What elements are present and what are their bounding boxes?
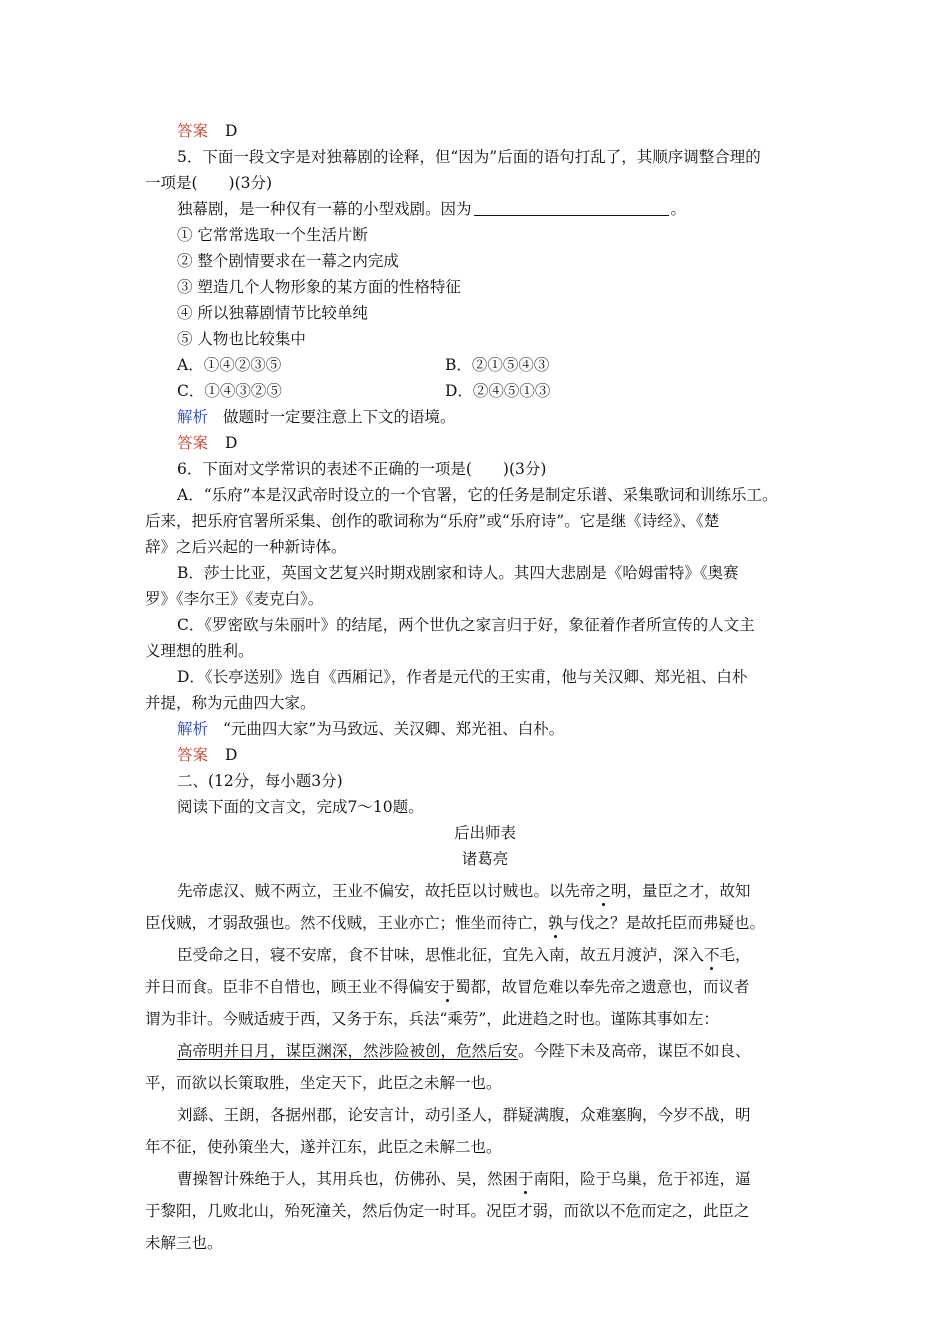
q5-passage-post: 。: [670, 200, 687, 218]
q5-options-row1: [145, 352, 825, 378]
analysis-text: 做题时一定要注意上下文的语境。: [222, 408, 456, 426]
section2-header: 二、(12分，每小题3分): [177, 772, 343, 790]
text-run: 。今陛下未及高帝，谋臣不如良、: [518, 1042, 751, 1060]
q5-options-row2: [145, 378, 825, 404]
emphasis-dot-char: 于: [439, 978, 456, 996]
text-run: 曹操智计殊绝于人，其用兵也，仿佛孙、吴，然困: [177, 1170, 519, 1188]
q4-answer: [145, 118, 825, 144]
q5-option-b: B．②①⑤④③: [445, 356, 550, 374]
document-page: [145, 118, 825, 1256]
analysis-label: 解析: [177, 720, 209, 738]
q6-c-line2: 义理想的胜利。: [145, 642, 254, 660]
text-run: 先帝虑汉、贼不两立，王业不偏安，故托臣以讨贼也。以先帝: [177, 882, 596, 900]
answer-value: D: [224, 434, 238, 452]
p1-line1: [145, 878, 825, 904]
essay-author: 诸葛亮: [461, 850, 509, 868]
q5-item-2: ② 整个剧情要求在一幕之内完成: [177, 252, 399, 270]
p2-line2: [145, 974, 825, 1000]
q6-a-line2: 后来，把乐府官署所采集、创作的歌词称为“乐府”或“乐府诗”。它是继《诗经》、《楚: [145, 512, 720, 530]
q5-option-a: A．①④②③⑤: [177, 356, 282, 374]
q5-stem-line1: 5．下面一段文字是对独幕剧的诠释，但“因为”后面的语句打乱了，其顺序调整合理的: [177, 148, 761, 166]
q5-option-c: C．①④③②⑤: [177, 382, 282, 400]
underlined-sentence: 高帝明并日月，谋臣渊深，然涉险被创，危然后安: [177, 1042, 519, 1060]
p3-line2: 平，而欲以长策取胜，坐定天下，此臣之未解一也。: [145, 1074, 502, 1092]
text-run: 南阳，险于乌巢，危于祁连，逼: [533, 1170, 751, 1188]
emphasis-dot-char: 于: [518, 1170, 534, 1188]
section2-instruction: 阅读下面的文言文，完成7～10题。: [177, 798, 424, 816]
p5-line1: [145, 1166, 825, 1192]
p1-line2: [145, 910, 825, 936]
p2-line1: [145, 942, 825, 968]
q6-analysis: [145, 716, 825, 742]
q5-item-3: ③ 塑造几个人物形象的某方面的性格特征: [177, 278, 461, 296]
text-run: 并日而食。臣非不自惜也，顾王业不得偏安: [145, 978, 440, 996]
emphasis-dot-char: 孰: [548, 914, 564, 932]
text-run: 臣受命之日，寝不安席，食不甘味，思惟北征，宜先入南，故五月渡泸，深入: [177, 946, 705, 964]
text-run: 臣伐贼，才弱敌强也。然不伐贼，王业亦亡；惟坐而待亡，: [145, 914, 549, 932]
q6-b-line2: 罗》《李尔王》《麦克白》。: [145, 590, 324, 608]
text-run: 明，量臣之才，故知: [611, 882, 751, 900]
q5-item-4: ④ 所以独幕剧情节比较单纯: [177, 304, 368, 322]
answer-label: 答案: [177, 746, 209, 764]
q6-b-line1: B．莎士比亚，英国文艺复兴时期戏剧家和诗人。其四大悲剧是《哈姆雷特》《奥赛: [177, 564, 739, 582]
answer-value: D: [224, 746, 238, 764]
q6-d-line1: D．《长亭送别》选自《西厢记》，作者是元代的王实甫，他与关汉卿、郑光祖、白朴: [177, 668, 748, 686]
q5-passage: [145, 196, 825, 222]
answer-label: 答案: [177, 122, 209, 140]
q5-analysis: [145, 404, 825, 430]
q5-item-5: ⑤ 人物也比较集中: [177, 330, 306, 348]
q6-a-line3: 辞》之后兴起的一种新诗体。: [145, 538, 347, 556]
p4-line2: 年不征，使孙策坐大，遂并江东，此臣之未解二也。: [145, 1138, 502, 1156]
analysis-label: 解析: [177, 408, 209, 426]
q6-a-line1: A．“乐府”本是汉武帝时设立的一个官署，它的任务是制定乐谱、采集歌词和训练乐工。: [177, 486, 778, 504]
analysis-text: “元曲四大家”为马致远、关汉卿、郑光祖、白朴。: [222, 720, 565, 738]
p2-line3: 谓为非计。今贼适疲于西，又务于东，兵法“乘劳”，此进趋之时也。谨陈其事如左：: [145, 1010, 719, 1028]
p3-line1: [145, 1038, 825, 1064]
q5-stem-line2: 一项是( )(3分): [145, 174, 273, 192]
p5-line3: 未解三也。: [145, 1234, 223, 1252]
q5-answer: [145, 430, 825, 456]
answer-label: 答案: [177, 434, 209, 452]
q6-c-line1: C．《罗密欧与朱丽叶》的结尾，两个世仇之家言归于好，象征着作者所宣传的人文主: [177, 616, 755, 634]
text-run: 毛，: [719, 946, 751, 964]
emphasis-dot-char: 不: [704, 946, 720, 964]
essay-title: 后出师表: [453, 824, 516, 842]
answer-value: D: [224, 122, 238, 140]
emphasis-dot-char: 之: [595, 882, 612, 900]
q6-answer: [145, 742, 825, 768]
p5-line2: 于黎阳，几败北山，殆死潼关，然后伪定一时耳。况臣才弱，而欲以不危而定之，此臣之: [145, 1202, 750, 1220]
q5-passage-pre: 独幕剧，是一种仅有一幕的小型戏剧。因为: [177, 200, 472, 218]
q6-d-line2: 并提，称为元曲四大家。: [145, 694, 316, 712]
text-run: 蜀都，故冒危难以奉先帝之遗意也，而议者: [455, 978, 750, 996]
q5-item-1: ① 它常常选取一个生活片断: [177, 226, 368, 244]
p4-line1: 刘繇、王朗，各据州郡，论安言计，动引圣人，群疑满腹，众难塞胸，今岁不战，明: [177, 1106, 751, 1124]
q6-stem: 6．下面对文学常识的表述不正确的一项是( )(3分): [177, 460, 547, 478]
answer-blank: [474, 199, 669, 216]
text-run: 与伐之？是故托臣而弗疑也。: [563, 914, 766, 932]
q5-option-d: D．②④⑤①③: [445, 382, 551, 400]
